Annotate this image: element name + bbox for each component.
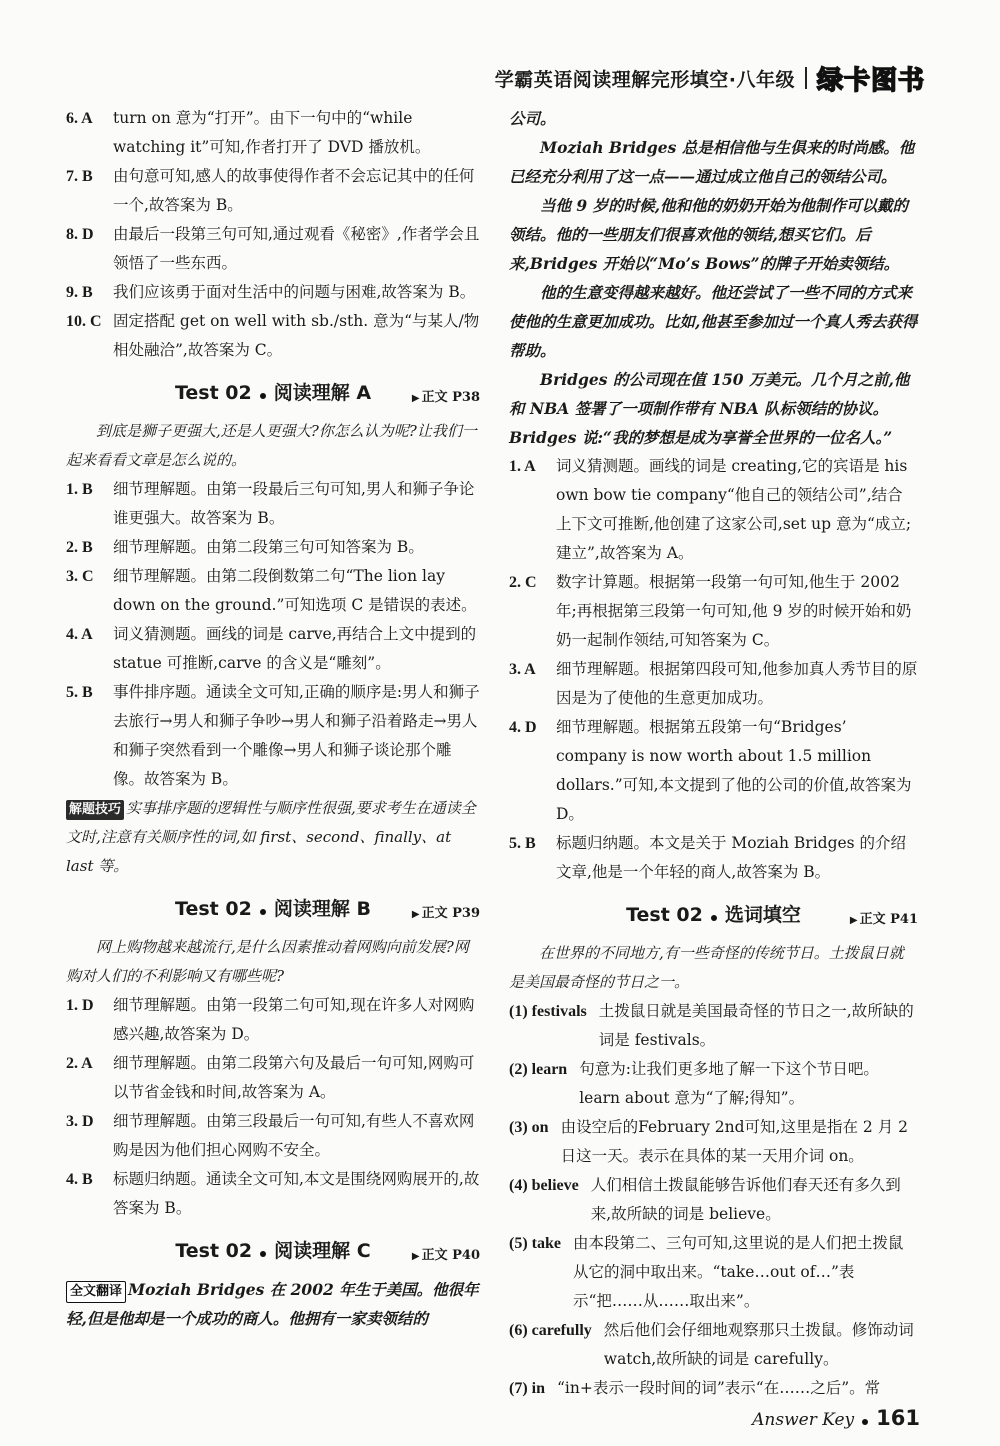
translation-paragraph: Moziah Bridges 总是相信他与生俱来的时尚感。他已经充分利用了这一点——通过成立他自己的领结公司。 — [509, 138, 915, 186]
answer-list — [509, 452, 918, 887]
tip-text: 实事排序题的逻辑性与顺序性很强,要求考生在通读全文时,注意有关顺序性的词,如 first、second、finally、at last 等。 — [66, 799, 476, 875]
answer-number: 4. D — [509, 719, 537, 736]
bullet-icon — [260, 1251, 266, 1257]
right-column — [509, 104, 918, 1403]
answer-number: 2. C — [509, 574, 537, 591]
answer-explanation: 标题归纳题。通读全文可知,本文是围绕网购展开的,故答案为 B。 — [113, 1170, 480, 1217]
bullet-icon — [711, 915, 717, 921]
answer-item — [66, 1107, 480, 1165]
answer-explanation: 细节理解题。由第一段最后三句可知,男人和狮子争论谁更强大。故答案为 B。 — [113, 480, 475, 527]
answer-item — [66, 991, 480, 1049]
answer-list — [66, 475, 480, 794]
triangle-right-icon: ▶ — [849, 915, 858, 926]
answer-item — [66, 678, 480, 794]
page-reference: ▶ 正文 P41 — [849, 912, 918, 927]
answer-item — [509, 713, 918, 829]
page-reference: ▶ 正文 P39 — [411, 906, 480, 921]
answer-item — [509, 1229, 918, 1316]
answer-item — [66, 220, 480, 278]
answer-number: 3. C — [66, 568, 94, 585]
left-column — [66, 104, 480, 1333]
tip-tag: 解题技巧 — [66, 800, 124, 820]
section-title: 阅读理解 B — [273, 898, 371, 920]
answer-item — [509, 829, 918, 887]
answer-number: 5. B — [509, 835, 536, 852]
answer-explanation: 细节理解题。根据第五段第一句“Bridges’ company is now worth about 1.5 million dollars.”可知,本文提到了他的公司的价值,故答案为 D。 — [556, 718, 912, 823]
answer-item — [66, 475, 480, 533]
section-heading — [66, 1237, 480, 1269]
answer-list — [66, 104, 480, 365]
answer-item — [66, 307, 480, 365]
answer-explanation: 细节理解题。由第一段第二句可知,现在许多人对网购感兴趣,故答案为 D。 — [113, 996, 475, 1043]
translation-text: Moziah Bridges 在 2002 年生于美国。他很年轻,但是他却是一个成功的商人。他拥有一家卖领结的 — [66, 1280, 479, 1328]
answer-item — [509, 568, 918, 655]
section-heading — [509, 901, 918, 933]
section-title: 阅读理解 A — [273, 382, 372, 404]
triangle-right-icon: ▶ — [411, 909, 420, 920]
answer-item — [509, 1113, 918, 1171]
answer-list — [509, 997, 918, 1403]
answer-explanation: 标题归纳题。本文是关于 Moziah Bridges 的介绍文章,他是一个年轻的商人,故答案为 B。 — [556, 834, 907, 881]
answer-explanation: 细节理解题。由第二段倒数第二句“The lion lay down on the ground.”可知选项 C 是错误的表述。 — [113, 567, 477, 614]
translation-paragraph: 公司。 — [509, 109, 556, 128]
answer-number: 2. A — [66, 1055, 93, 1072]
answer-explanation: turn on 意为“打开”。由下一句中的“while watching it”可知,作者打开了 DVD 播放机。 — [113, 109, 431, 156]
answer-number: (5) take — [509, 1235, 561, 1252]
answer-number: (2) learn — [509, 1061, 568, 1078]
answer-item — [66, 1049, 480, 1107]
answer-item — [509, 1316, 918, 1374]
answer-number: 4. B — [66, 1171, 93, 1188]
translation-tag: 全文翻译 — [66, 1281, 126, 1303]
bullet-icon — [862, 1419, 868, 1425]
answer-number: 3. A — [509, 661, 536, 678]
triangle-right-icon: ▶ — [411, 393, 420, 404]
answer-item — [509, 452, 918, 568]
answer-item — [66, 104, 480, 162]
page-reference: ▶ 正文 P40 — [411, 1248, 480, 1263]
section-heading — [66, 895, 480, 927]
answer-number: (1) festivals — [509, 1003, 587, 1020]
answer-explanation: 由设空后的February 2nd可知,这里是指在 2 月 2 日这一天。表示在具体的某一天用介词 on。 — [560, 1118, 908, 1165]
answer-item — [66, 162, 480, 220]
translation-paragraph: 他的生意变得越来越好。他还尝试了一些不同的方式来使他的生意更加成功。比如,他甚至参加过一个真人秀去获得帮助。 — [509, 283, 918, 360]
page-reference: ▶ 正文 P38 — [411, 390, 480, 405]
answer-item — [509, 655, 918, 713]
section-intro: 网上购物越来越流行,是什么因素推动着网购向前发展?网购对人们的不利影响又有哪些呢? — [66, 938, 469, 985]
answer-explanation: 句意为:让我们更多地了解一下这个节日吧。learn about 意为“了解;得知”。 — [579, 1060, 879, 1107]
section-intro: 在世界的不同地方,有一些奇怪的传统节日。土拨鼠日就是美国最奇怪的节日之一。 — [509, 944, 904, 991]
section-test: Test 02 — [175, 1240, 253, 1262]
answer-explanation: 我们应该勇于面对生活中的问题与困难,故答案为 B。 — [113, 283, 476, 301]
answer-explanation: 细节理解题。根据第四段可知,他参加真人秀节目的原因是为了使他的生意更加成功。 — [556, 660, 918, 707]
answer-explanation: 然后他们会仔细地观察那只土拨鼠。修饰动词 watch,故所缺的词是 carefully。 — [603, 1321, 914, 1368]
answer-item — [66, 620, 480, 678]
answer-number: 9. B — [66, 284, 93, 301]
footer-label: Answer Key — [752, 1410, 855, 1430]
answer-number: 1. D — [66, 997, 94, 1014]
page-number: 161 — [876, 1406, 920, 1430]
answer-item — [509, 1374, 918, 1403]
section-title: 选词填空 — [724, 904, 801, 926]
answer-number: (6) carefully — [509, 1322, 592, 1339]
answer-explanation: 事件排序题。通读全文可知,正确的顺序是:男人和狮子去旅行→男人和狮子争吵→男人和狮子沿着路走→男人和狮子突然看到一个雕像→男人和狮子谈论那个雕像。故答案为 B。 — [113, 683, 480, 788]
translation-paragraph: 当他 9 岁的时候,他和他的奶奶开始为他制作可以戴的领结。他的一些朋友们很喜欢他的领结,想买它们。后来,Bridges 开始以“Mo’s Bows”的牌子开始卖领结。 — [509, 196, 908, 273]
answer-explanation: 数字计算题。根据第一段第一句可知,他生于 2002 年;再根据第三段第一句可知,他 9 岁的时候开始和奶奶一起制作领结,可知答案为 C。 — [556, 573, 912, 649]
answer-explanation: 由最后一段第三句可知,通过观看《秘密》,作者学会且领悟了一些东西。 — [113, 225, 480, 272]
answer-item — [66, 533, 480, 562]
answer-number: 3. D — [66, 1113, 94, 1130]
header-divider — [805, 67, 807, 89]
translation-paragraph — [66, 1275, 480, 1333]
answer-number: (7) in — [509, 1380, 545, 1397]
answer-item — [509, 1055, 918, 1113]
answer-number: 6. A — [66, 110, 93, 127]
translation-block — [509, 104, 918, 452]
section-test: Test 02 — [175, 898, 252, 920]
answer-number: 1. A — [509, 458, 536, 475]
answer-explanation: 细节理解题。由第三段最后一句可知,有些人不喜欢网购是因为他们担心网购不安全。 — [113, 1112, 475, 1159]
answer-explanation: 固定搭配 get on well with sb./sth. 意为“与某人/物相处融洽”,故答案为 C。 — [113, 312, 480, 359]
section-test: Test 02 — [626, 904, 703, 926]
bullet-icon — [260, 909, 266, 915]
answer-number: (3) on — [509, 1119, 549, 1136]
tip-paragraph — [66, 794, 480, 881]
section-title: 阅读理解 C — [274, 1240, 371, 1262]
answer-explanation: “in+表示一段时间的词”表示“在……之后”。常 — [557, 1379, 881, 1397]
answer-explanation: 由句意可知,感人的故事使得作者不会忘记其中的任何一个,故答案为 B。 — [113, 167, 475, 214]
answer-explanation: 词义猜测题。画线的词是 carve,再结合上文中提到的 statue 可推断,carve 的含义是“雕刻”。 — [113, 625, 477, 672]
answer-explanation: 细节理解题。由第二段第六句及最后一句可知,网购可以节省金钱和时间,故答案为 A。 — [113, 1054, 475, 1101]
answer-item — [509, 997, 918, 1055]
answer-explanation: 细节理解题。由第二段第三句可知答案为 B。 — [113, 538, 424, 556]
translation-paragraph: Bridges 的公司现在值 150 万美元。几个月之前,他和 NBA 签署了一项制作带有 NBA 队标领结的协议。Bridges 说:“我的梦想是成为享誉全世界的一位名人。” — [509, 370, 910, 447]
section-heading — [66, 379, 480, 411]
answer-number: 7. B — [66, 168, 93, 185]
series-title: 学霸英语阅读理解完形填空·八年级 — [494, 68, 795, 91]
brand-logo: 绿卡图书 — [816, 65, 925, 96]
answer-number: 2. B — [66, 539, 93, 556]
answer-list — [66, 991, 480, 1223]
answer-explanation: 土拨鼠日就是美国最奇怪的节日之一,故所缺的词是 festivals。 — [598, 1002, 914, 1049]
answer-number: 10. C — [66, 313, 102, 330]
answer-number: 1. B — [66, 481, 93, 498]
triangle-right-icon: ▶ — [411, 1251, 420, 1262]
answer-explanation: 由本段第二、三句可知,这里说的是人们把土拨鼠从它的洞中取出来。“take…out of…”表示“把……从……取出来”。 — [572, 1234, 904, 1310]
answer-explanation: 词义猜测题。画线的词是 creating,它的宾语是 his own bow tie company“他自己的领结公司”,结合上下文可推断,他创建了这家公司,set up 意为“成立;建立”,故答案为 A。 — [556, 457, 912, 562]
answer-item — [66, 1165, 480, 1223]
page-footer — [752, 1406, 920, 1430]
answer-number: 5. B — [66, 684, 93, 701]
answer-number: 4. A — [66, 626, 93, 643]
answer-item — [66, 278, 480, 307]
answer-item — [509, 1171, 918, 1229]
bullet-icon — [260, 393, 266, 399]
answer-explanation: 人们相信土拨鼠能够告诉他们春天还有多久到来,故所缺的词是 believe。 — [590, 1176, 901, 1223]
answer-number: 8. D — [66, 226, 94, 243]
section-intro: 到底是狮子更强大,还是人更强大?你怎么认为呢?让我们一起来看看文章是怎么说的。 — [66, 422, 477, 469]
page-header — [495, 58, 925, 98]
answer-number: (4) believe — [509, 1177, 579, 1194]
section-test: Test 02 — [174, 382, 252, 404]
answer-item — [66, 562, 480, 620]
